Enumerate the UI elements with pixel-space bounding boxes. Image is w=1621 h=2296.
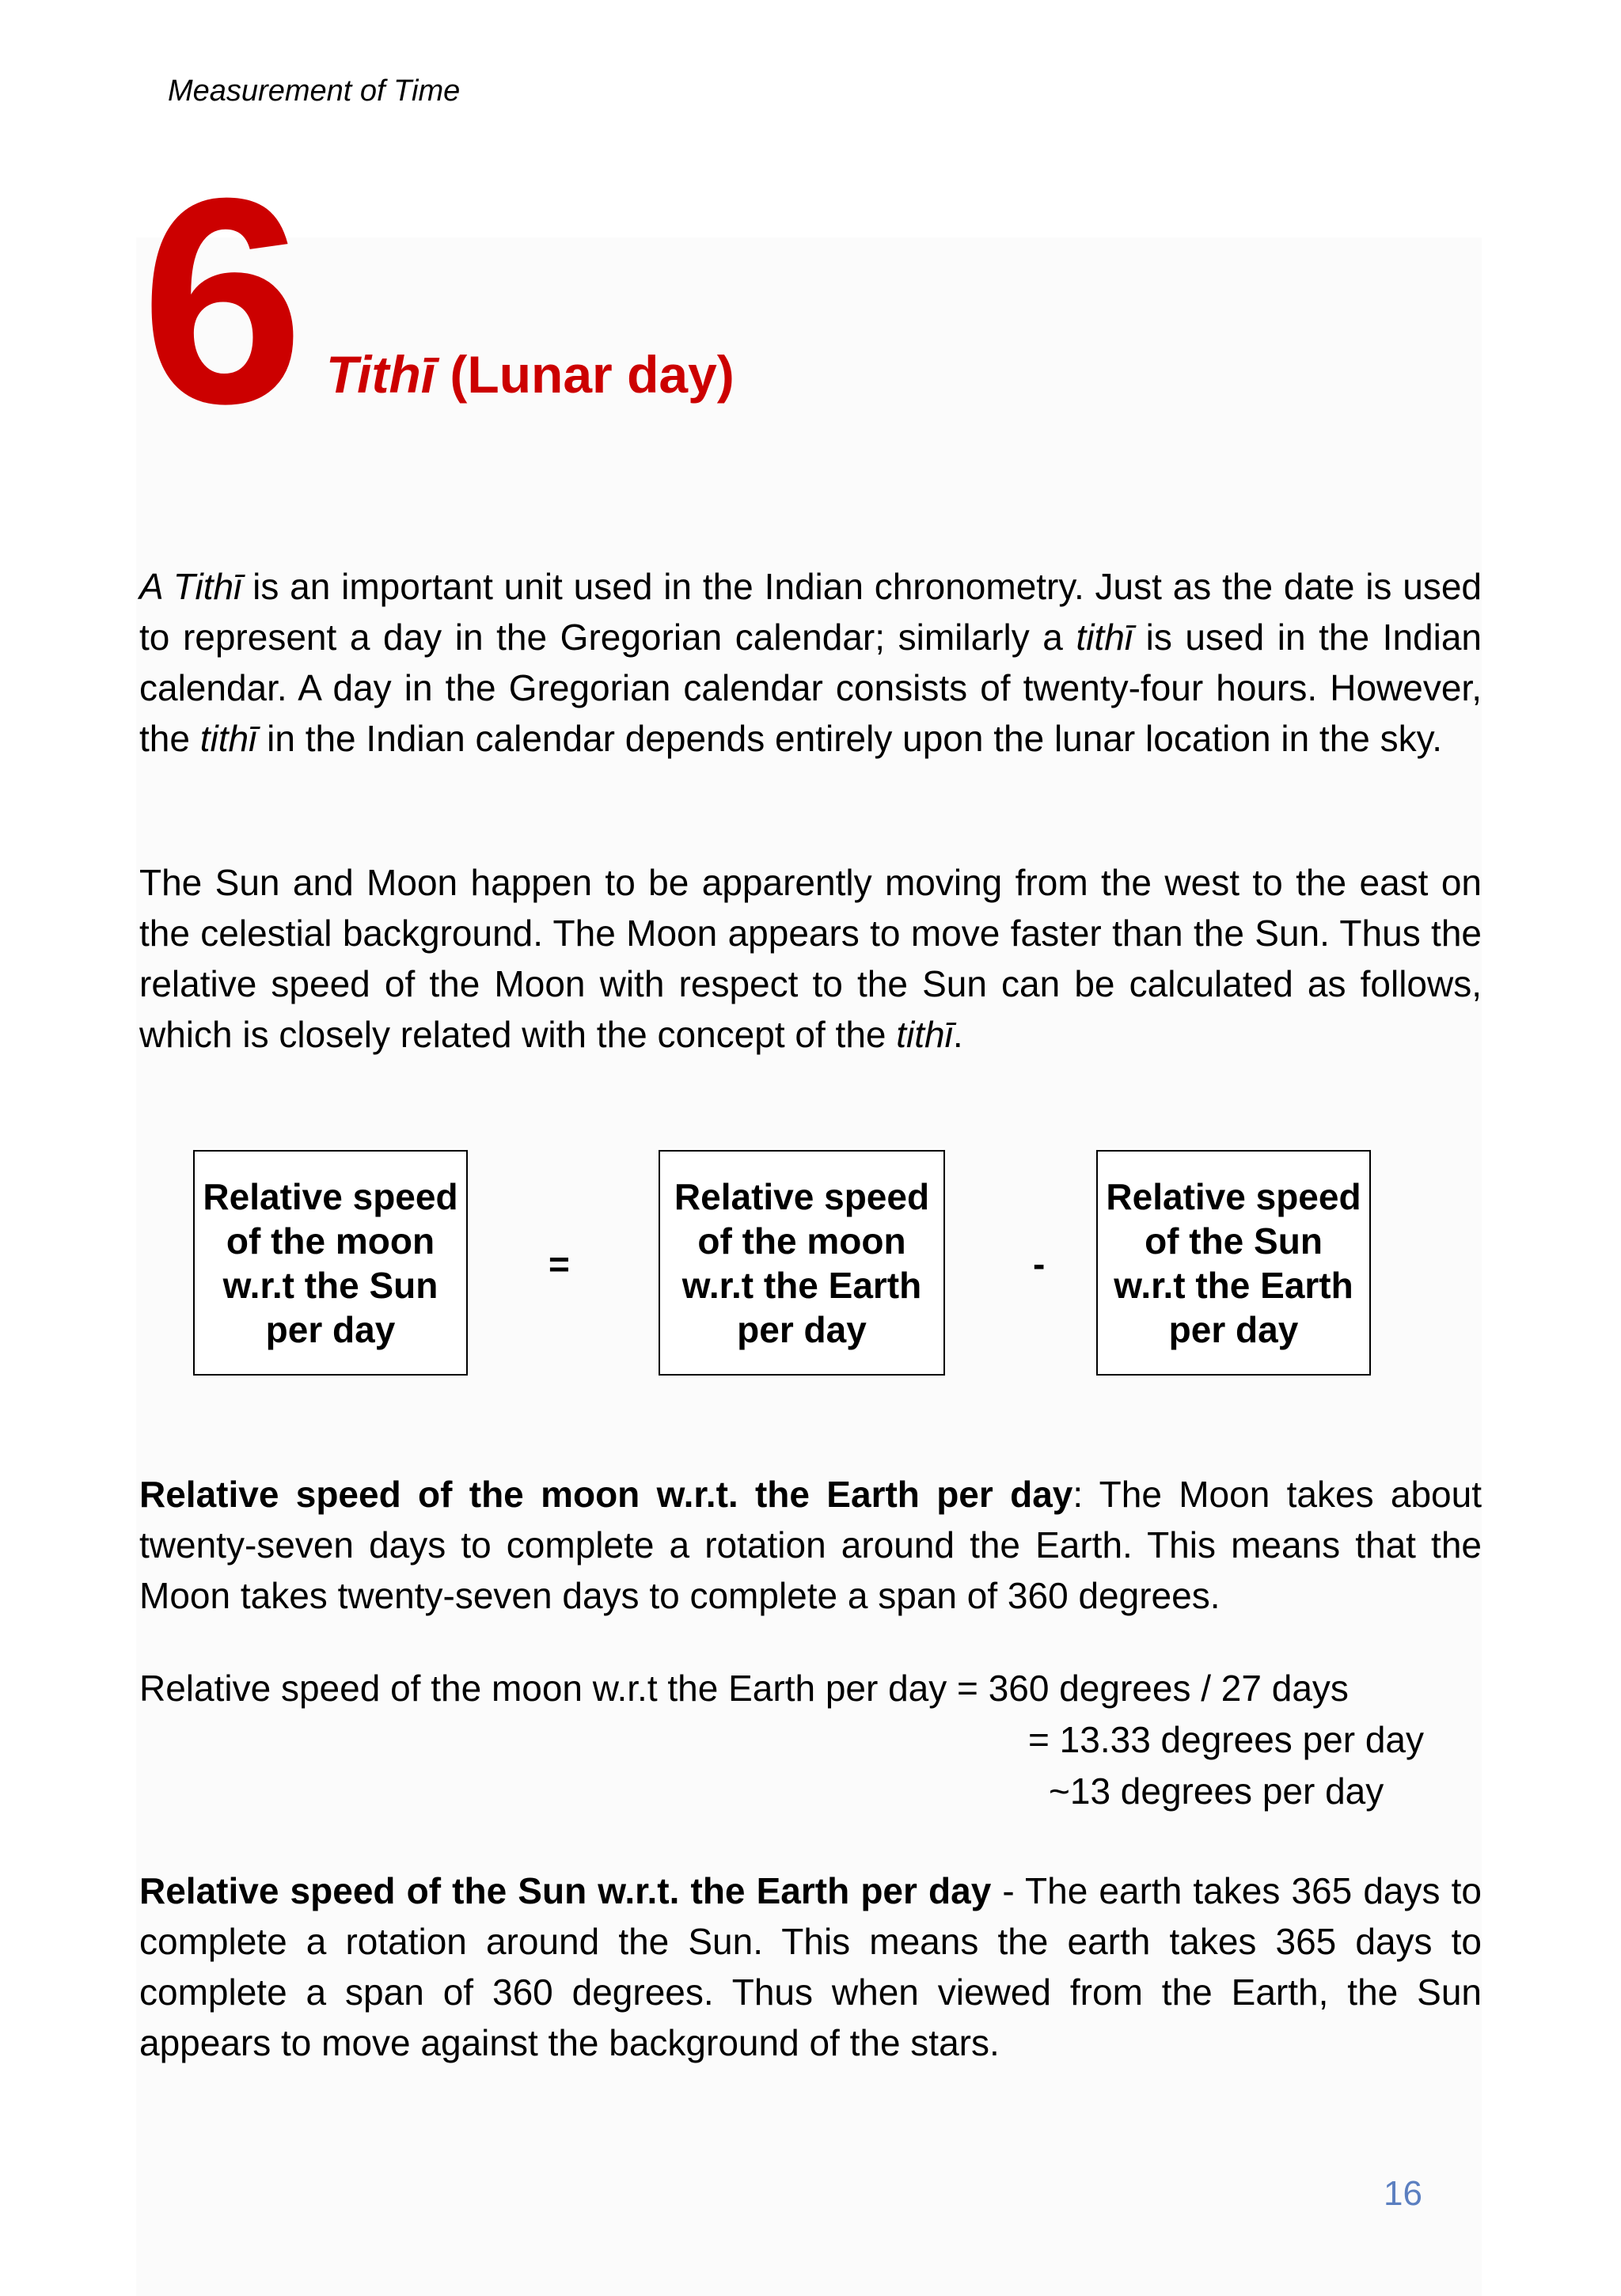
- equation-box-label: Relative speed of the Sun w.r.t the Earth per day: [1106, 1175, 1361, 1350]
- paragraph-sun-speed: [139, 1865, 1482, 2068]
- calculation-line-1: Relative speed of the moon w.r.t the Earth per day = 360 degrees / 27 days: [139, 1668, 1349, 1709]
- emph-tithi: tithī: [199, 718, 257, 759]
- calculation-line-3: ~13 degrees per day: [1049, 1770, 1384, 1812]
- paragraph-moon-speed: [139, 1469, 1482, 1621]
- chapter-title: [326, 345, 735, 404]
- paragraph-sun-moon: [139, 857, 1482, 1060]
- text-span: The Sun and Moon happen to be apparently moving from the west to the east on the celestial background. The Moon appears to move faster than the Sun. Thus the relative speed of the Moon with respect to the Sun can be calculated as follows, which is closely related with the concept of the: [139, 862, 1482, 1055]
- calculation-line-2: = 13.33 degrees per day: [1028, 1719, 1424, 1760]
- emph-tithi: tithī: [896, 1014, 953, 1055]
- emph-tithi: A Tithī: [139, 566, 242, 607]
- page-number: 16: [1384, 2174, 1422, 2213]
- chapter-title-rest: (Lunar day): [435, 345, 735, 404]
- equation-box-label: Relative speed of the moon w.r.t the Earth per day: [674, 1175, 930, 1350]
- minus-operator: -: [1033, 1243, 1046, 1285]
- emph-tithi: tithī: [1076, 617, 1133, 658]
- chapter-number: 6: [141, 138, 304, 465]
- chapter-title-italic: Tithī: [326, 345, 436, 404]
- text-span: : The Moon takes about twenty-seven days to complete a rotation around the Earth. This means that the Moon takes twenty-seven days to complete a span of 360 degrees.: [139, 1474, 1482, 1616]
- equation-box-label: Relative speed of the moon w.r.t the Sun per day: [203, 1175, 458, 1350]
- equation-box-moon-wrt-earth: [659, 1150, 945, 1376]
- text-span: - The earth takes 365 days to complete a rotation around the Sun. This means the earth takes 365 days to complete a span of 360 degrees. Thus when viewed from the Earth, the Sun appears to move against the background of the stars.: [139, 1870, 1482, 2063]
- bold-heading: Relative speed of the moon w.r.t. the Earth per day: [139, 1474, 1073, 1515]
- text-span: .: [952, 1014, 963, 1055]
- paragraph-tithi-intro: [139, 561, 1482, 764]
- bold-heading: Relative speed of the Sun w.r.t. the Earth per day: [139, 1870, 992, 1911]
- text-span: in the Indian calendar depends entirely upon the lunar location in the sky.: [256, 718, 1443, 759]
- equals-operator: =: [549, 1243, 570, 1285]
- equation-box-moon-wrt-sun: [193, 1150, 468, 1376]
- text-span: is used in the Indian calendar. A day in the Gregorian calendar consists of twenty-four hours. However, the: [139, 617, 1482, 759]
- running-header: Measurement of Time: [168, 74, 461, 108]
- text-span: is an important unit used in the Indian chronometry. Just as the date is used to represent a day in the Gregorian calendar; similarly a: [139, 566, 1482, 658]
- equation-box-sun-wrt-earth: [1096, 1150, 1371, 1376]
